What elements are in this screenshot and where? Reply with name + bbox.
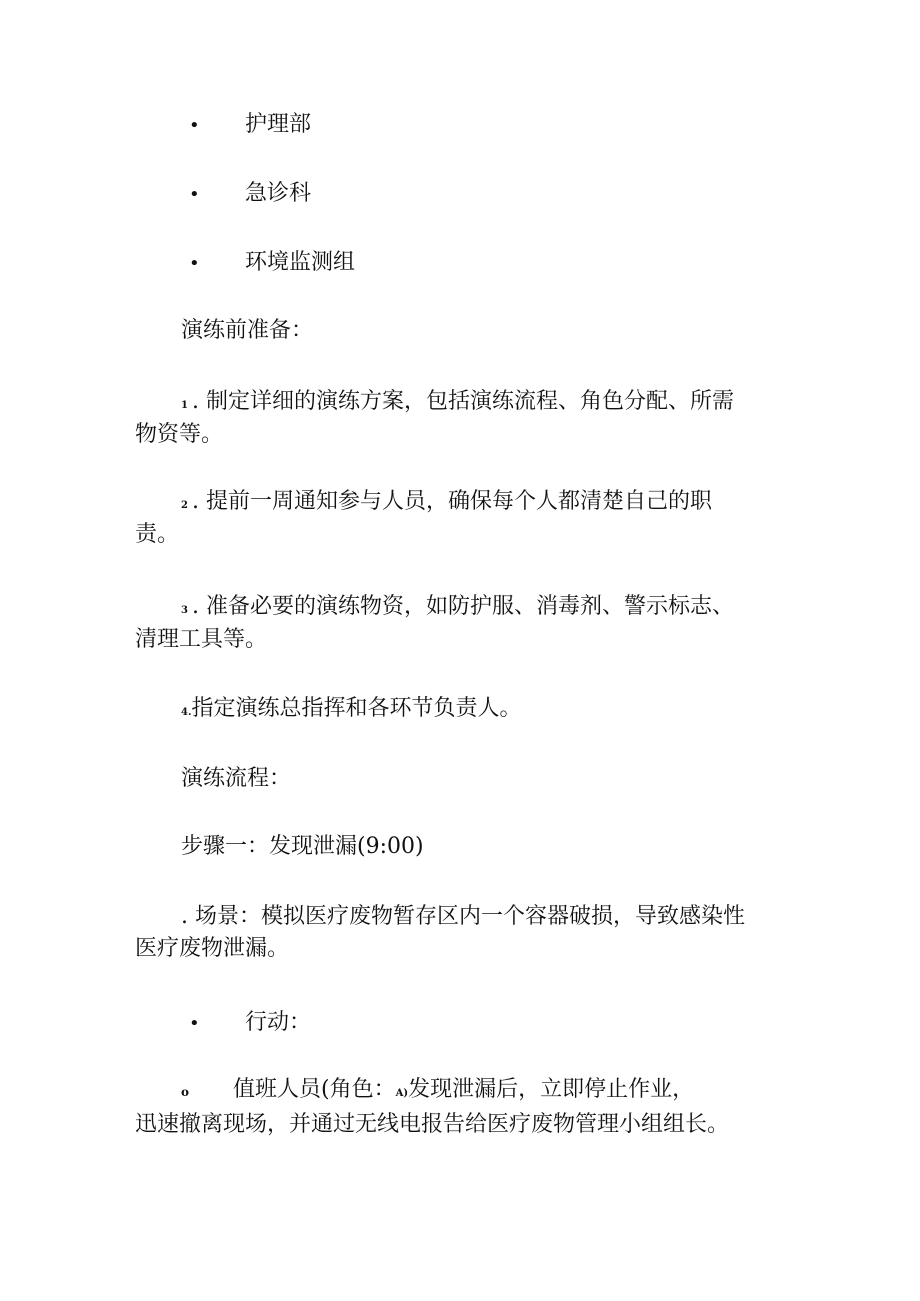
prep-item-2 bbox=[181, 485, 712, 523]
item-number: 1 bbox=[181, 400, 188, 411]
item-number: 2 bbox=[181, 500, 188, 511]
item-text: . 准备必要的演练物资，如防护服、消毒剂、警示标志、 bbox=[191, 594, 734, 619]
list-bullet: • bbox=[189, 1013, 200, 1034]
action-label: 行动： bbox=[245, 1010, 312, 1035]
prep-item-2-cont: 责。 bbox=[135, 522, 180, 547]
list-bullet: • bbox=[189, 184, 200, 205]
item-number: 4. bbox=[181, 707, 192, 718]
step-1-title: 步骤一：发现泄漏(9:00) bbox=[181, 834, 424, 859]
item-text: . 制定详细的演练方案，包括演练流程、角色分配、所需 bbox=[191, 389, 734, 414]
list-bullet: • bbox=[189, 253, 200, 274]
sub-bullet: o bbox=[181, 1085, 190, 1099]
section-heading-flow: 演练流程： bbox=[181, 766, 292, 791]
item-text: . 提前一周通知参与人员，确保每个人都清楚自己的职 bbox=[191, 489, 712, 514]
scene-text: . 场景：模拟医疗废物暂存区内一个容器破损，导致感染性 bbox=[181, 904, 745, 929]
scene-text-cont: 医疗废物泄漏。 bbox=[135, 936, 290, 961]
list-bullet: • bbox=[189, 115, 200, 136]
list-item-emergency: 急诊科 bbox=[245, 181, 312, 206]
list-item-environment: 环境监测组 bbox=[245, 250, 356, 275]
item-text: 指定演练总指挥和各环节负责人。 bbox=[191, 696, 522, 721]
item-number: 3 bbox=[181, 605, 188, 616]
prep-item-4 bbox=[181, 692, 521, 730]
sub-item-text: 值班人员(角色：A)发现泄漏后，立即停止作业， bbox=[233, 1077, 695, 1102]
prep-item-1-cont: 物资等。 bbox=[135, 422, 224, 447]
prep-item-1 bbox=[181, 385, 734, 423]
section-heading-prep: 演练前准备： bbox=[181, 318, 314, 343]
prep-item-3-cont: 清理工具等。 bbox=[135, 627, 268, 652]
sub-item-text-cont: 迅速撤离现场，并通过无线电报告给医疗废物管理小组组长。 bbox=[135, 1112, 730, 1137]
list-item-nursing: 护理部 bbox=[245, 112, 312, 137]
